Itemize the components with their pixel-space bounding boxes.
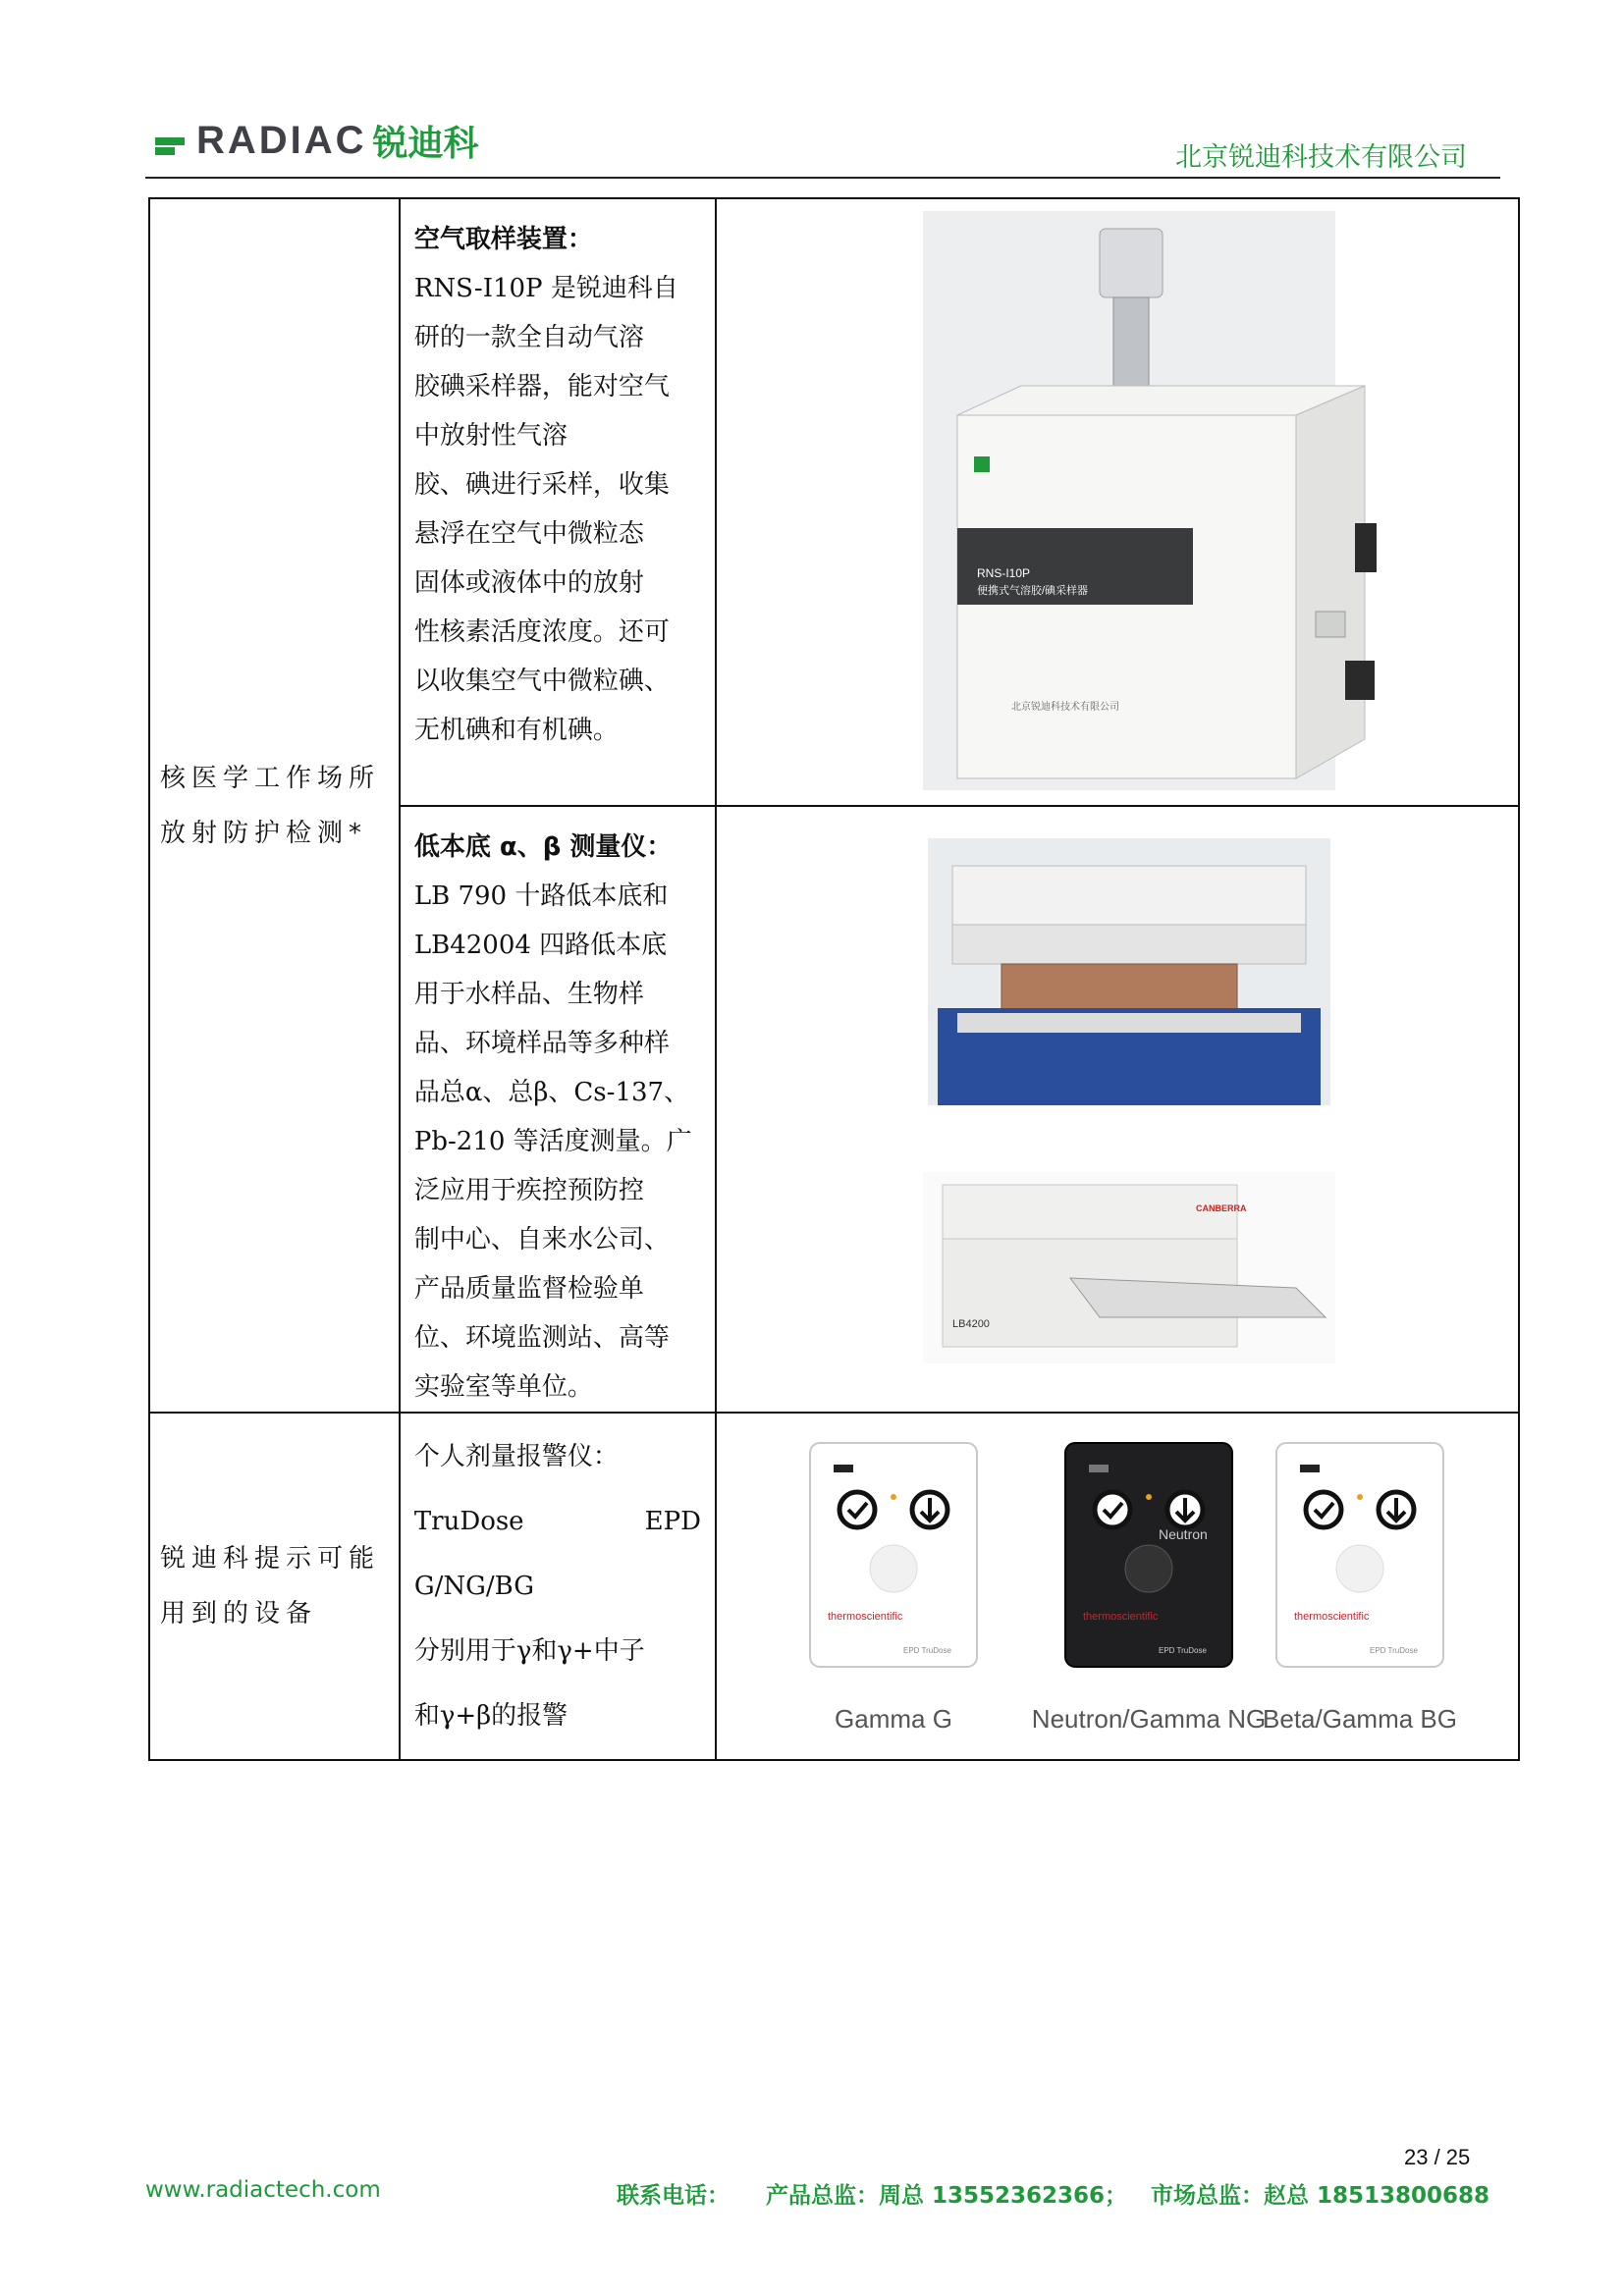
- description-line: 个人剂量报警仪：: [413, 1442, 619, 1471]
- detector-window: [870, 1545, 917, 1592]
- brand-label: CANBERRA: [1195, 1203, 1247, 1213]
- brand-label: thermoscientific: [1293, 1611, 1370, 1623]
- category-line: 放射防护检测*: [160, 818, 368, 848]
- company-name: 北京锐迪科技术有限公司: [1175, 142, 1467, 173]
- model-label: EPD TruDose: [1369, 1646, 1418, 1655]
- device-model-label: RNS-I10P: [976, 566, 1031, 580]
- category-line: 锐迪科提示可能: [160, 1544, 381, 1574]
- description-line: 用于水样品、生物样: [413, 980, 644, 1009]
- model-label: LB4200: [951, 1318, 990, 1330]
- description-line: 泛应用于疾控预防控: [413, 1176, 644, 1205]
- dosimeters-image: [717, 1414, 1518, 1755]
- dosimeter-label: Gamma G: [835, 1704, 952, 1734]
- page-header: [145, 108, 1500, 179]
- description-line: 制中心、自来水公司、: [413, 1225, 670, 1255]
- description-line: 研的一款全自动气溶: [413, 323, 644, 352]
- description-line: 品、环境样品等多种样: [413, 1029, 670, 1058]
- description-line: 悬浮在空气中微粒态: [413, 519, 644, 549]
- company-logo: [155, 116, 479, 166]
- description-line: 产品质量监督检验单: [413, 1274, 644, 1304]
- description-line: Pb-210 等活度测量。广: [413, 1127, 692, 1156]
- detector-window: [1125, 1545, 1172, 1592]
- market-director-contact: 市场总监：赵总 18513800688: [1151, 2183, 1490, 2209]
- model-label: EPD TruDose: [1158, 1646, 1207, 1655]
- table-row: [149, 198, 1519, 806]
- alpha-beta-counter-description: [401, 807, 715, 1412]
- description-line: TruDose EPD G/NG/BG: [413, 1507, 701, 1601]
- description-line: 和γ+β的报警: [413, 1701, 568, 1731]
- brand-label: thermoscientific: [1082, 1611, 1159, 1623]
- description-line: 分别用于γ和γ+中子: [413, 1636, 645, 1666]
- description-line: 实验室等单位。: [413, 1372, 593, 1402]
- logo-icon: [155, 128, 190, 155]
- table-row: [149, 1413, 1519, 1760]
- display-window: [834, 1465, 853, 1472]
- description-line: 位、环境监测站、高等: [413, 1323, 670, 1353]
- product-director-contact: 产品总监：周总 13552362366；: [766, 2183, 1128, 2209]
- category-label: [150, 1531, 399, 1641]
- description-line: 性核素活度浓度。还可: [413, 617, 670, 647]
- alpha-beta-counter-images: [717, 807, 1518, 1395]
- dosimeter-label: Neutron/Gamma NG: [1031, 1704, 1267, 1734]
- description-line: 固体或液体中的放射: [413, 568, 644, 598]
- description-line: 无机碘和有机碘。: [413, 716, 619, 745]
- image-cell: [716, 806, 1519, 1413]
- status-led: [891, 1494, 896, 1500]
- category-cell: [149, 1413, 400, 1760]
- page-number: 23 / 25: [1404, 2145, 1471, 2169]
- brand-label: thermoscientific: [827, 1611, 903, 1623]
- check-button-icon: [1306, 1492, 1341, 1527]
- description-cell: [400, 806, 716, 1413]
- description-line: 中放射性气溶: [413, 421, 568, 451]
- device-desc-label: 便携式气溶胶/碘采样器: [976, 585, 1089, 597]
- category-label: [150, 751, 399, 861]
- image-cell: [716, 198, 1519, 806]
- equipment-table: [148, 197, 1520, 1761]
- check-button-icon: [839, 1492, 875, 1527]
- description-line: RNS-I10P 是锐迪科自: [413, 274, 678, 303]
- description-cell: [400, 1413, 716, 1760]
- image-cell: [716, 1413, 1519, 1760]
- item-title: 低本底 α、β 测量仪：: [413, 832, 673, 862]
- description-line: LB 790 十路低本底和: [413, 881, 669, 911]
- dosimeter-description: [401, 1424, 715, 1748]
- air-sampler-description: [401, 199, 715, 755]
- description-line: 以收集空气中微粒碘、: [413, 667, 670, 696]
- display-window: [1089, 1465, 1109, 1472]
- display-window: [1300, 1465, 1320, 1472]
- neutron-tag-label: Neutron: [1158, 1526, 1208, 1542]
- website-link[interactable]: www.radiactech.com: [145, 2177, 381, 2203]
- description-cell: [400, 198, 716, 806]
- description-line: 胶、碘进行采样，收集: [413, 470, 670, 500]
- description-line: 品总α、总β、Cs-137、: [413, 1078, 690, 1107]
- logo-chinese: 锐迪科: [372, 124, 479, 164]
- category-line: 用到的设备: [160, 1599, 318, 1629]
- phone-label: 联系电话：: [617, 2183, 730, 2209]
- logo-text: RADIAC: [196, 119, 367, 162]
- item-title: 空气取样装置：: [413, 225, 593, 254]
- category-line: 核医学工作场所: [160, 763, 381, 793]
- model-label: EPD TruDose: [902, 1646, 951, 1655]
- air-sampler-image: [717, 199, 1518, 801]
- category-cell: [149, 198, 400, 1413]
- detector-window: [1336, 1545, 1383, 1592]
- device-maker-label: 北京锐迪科技术有限公司: [1010, 702, 1119, 713]
- description-line: LB42004 四路低本底: [413, 931, 668, 960]
- status-led: [1357, 1494, 1363, 1500]
- description-line: 胶碘采样器，能对空气: [413, 372, 670, 401]
- status-led: [1146, 1494, 1152, 1500]
- dosimeter-label: Beta/Gamma BG: [1263, 1704, 1457, 1734]
- check-button-icon: [1095, 1492, 1130, 1527]
